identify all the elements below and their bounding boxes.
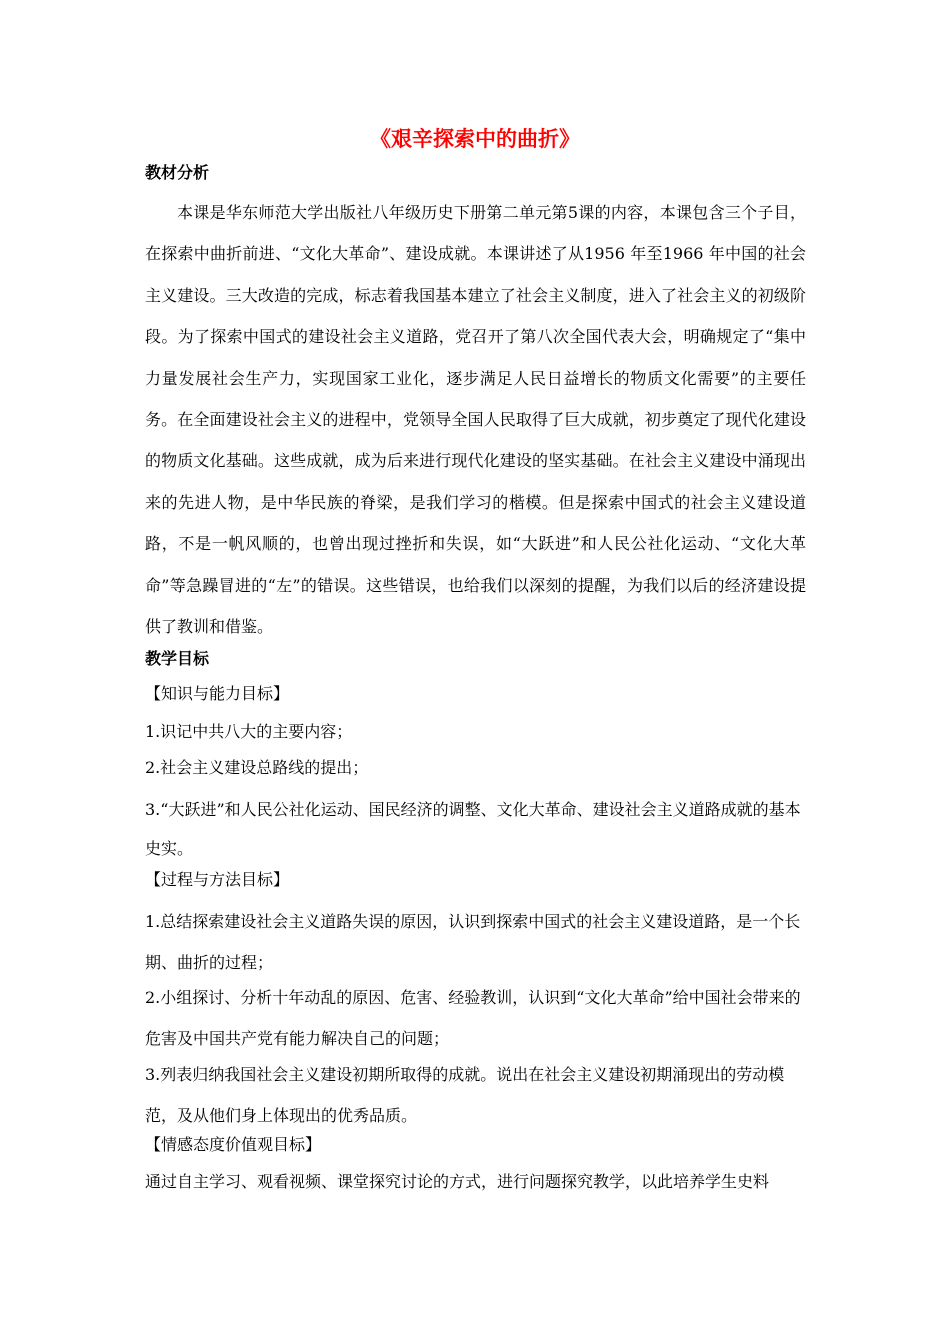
emotion-goals-label: 【情感态度价值观目标】	[145, 1135, 322, 1154]
material-analysis-paragraph	[145, 192, 806, 647]
process-item: 1.总结探索建设社会主义道路失误的原因，认识到探索中国式的社会主义建设道路，是一个长期、曲折的过程；	[145, 912, 801, 972]
emotion-goals-text: 通过自主学习、观看视频、课堂探究讨论的方式，进行问题探究教学，以此培养学生史料	[145, 1172, 770, 1191]
paragraph-text: 本课是华东师范大学出版社八年级历史下册第二单元第5课的内容，本课包含三个子目，在探索中曲折前进、“文化大革命”、建设成就。本课讲述了从1956 年至1966 年中国的社会主义建设。三大改造的完成，标志着我国基本建立了社会主义制度，进入了社会主义的初级阶段。为了探索中国式的建设社会主义道路，党召开了第八次全国代表大会，明确规定了“集中力量发展社会生产力，实现国家工业化，逐步满足人民日益增长的物质文化需要”的主要任务。在全面建设社会主义的进程中，党领导全国人民取得了巨大成就，初步奠定了现代化建设的物质文化基础。这些成就，成为后来进行现代化建设的坚实基础。在社会主义建设中涌现出来的先进人物，是中华民族的脊梁，是我们学习的楷模。但是探索中国式的社会主义建设道路，不是一帆风顺的，也曾出现过挫折和失误，如“大跃进”和人民公社化运动、“文化大革命”等急躁冒进的“左”的错误。这些错误，也给我们以深刻的提醒，为我们以后的经济建设提供了教训和借鉴。	[145, 203, 806, 637]
knowledge-item: 3.“大跃进”和人民公社化运动、国民经济的调整、文化大革命、建设社会主义道路成就的基本史实。	[145, 800, 801, 858]
section-heading-material-analysis: 教材分析	[145, 163, 210, 182]
process-item: 3.列表归纳我国社会主义建设初期所取得的成就。说出在社会主义建设初期涌现出的劳动模范，及从他们身上体现出的优秀品质。	[145, 1065, 785, 1125]
knowledge-item: 2.社会主义建设总路线的提出；	[145, 758, 369, 777]
document-title: 《艰辛探索中的曲折》	[370, 127, 580, 151]
knowledge-goals-label: 【知识与能力目标】	[145, 684, 290, 703]
section-heading-teaching-goals: 教学目标	[145, 649, 210, 668]
process-goals-label: 【过程与方法目标】	[145, 870, 290, 889]
knowledge-item: 1.识记中共八大的主要内容；	[145, 722, 353, 741]
process-item: 2.小组探讨、分析十年动乱的原因、危害、经验教训，认识到“文化大革命”给中国社会带来的危害及中国共产党有能力解决自己的问题；	[145, 988, 801, 1048]
